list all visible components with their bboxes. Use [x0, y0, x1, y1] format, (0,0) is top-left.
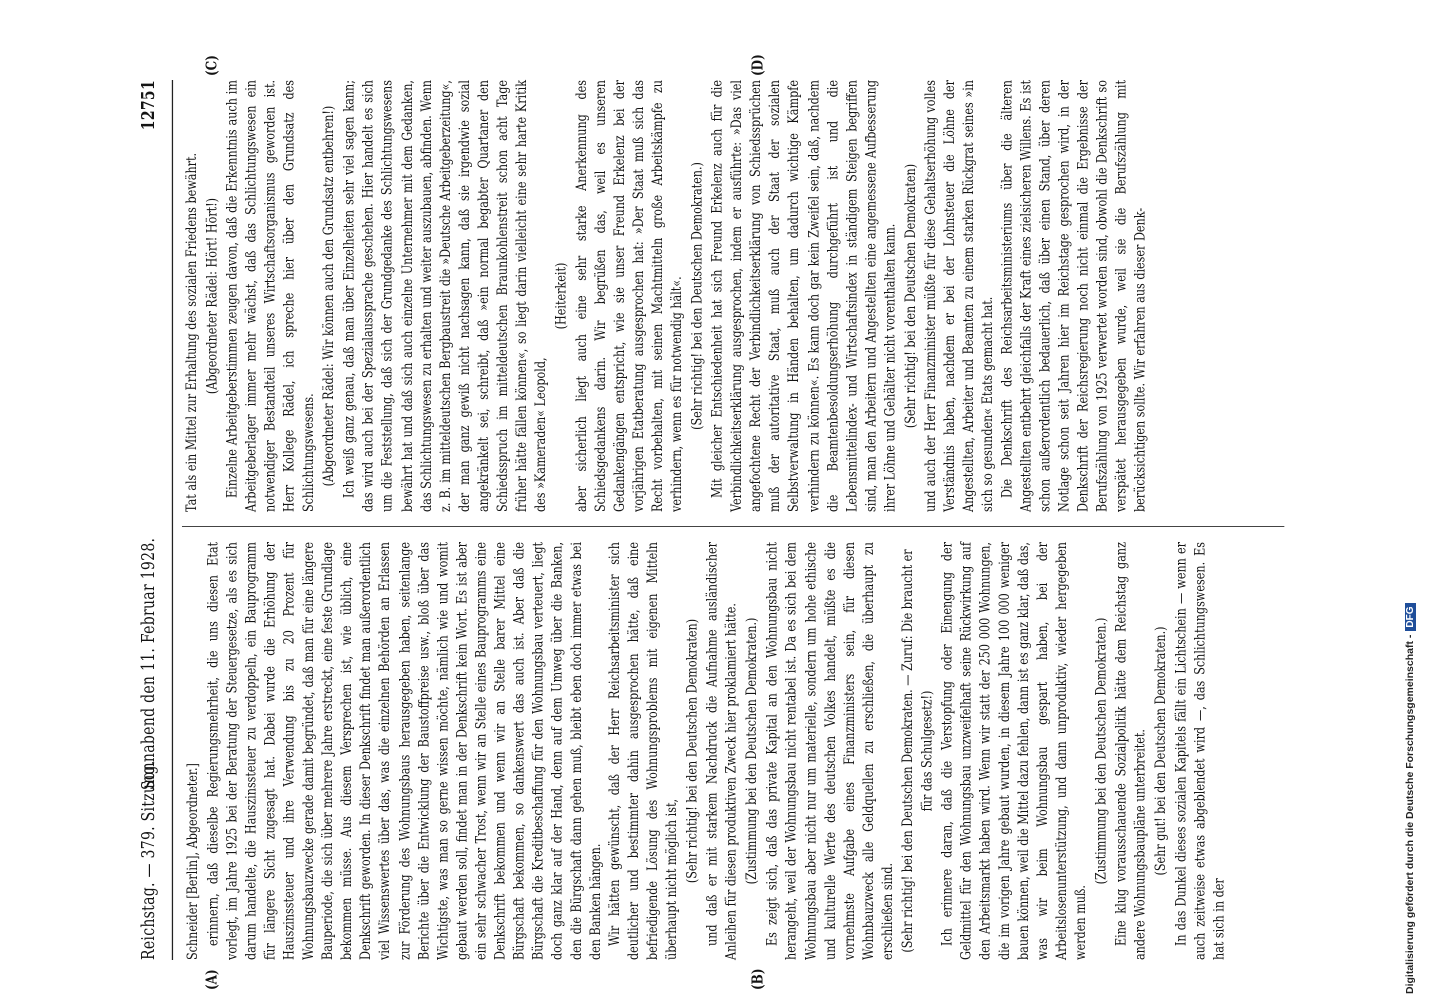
rotated-page [88, 54, 1358, 990]
interjection: (Heiterkeit) [552, 262, 570, 330]
interjection: (Zustimmung bei den Deutschen Demokraten.) [743, 617, 761, 885]
interjection: (Sehr richtig! bei den Deutschen Demokraten. — Zuruf: Die braucht er für das Schulgesetz!) [899, 549, 935, 953]
header-rule [172, 80, 173, 960]
margin-marker-a: (A) [202, 969, 221, 990]
paragraph: Eine klug vorausschauende Sozialpolitik hätte dem Reichstag ganz andere Wohnungsbaupläne unterbreitet. [1113, 542, 1149, 960]
column-right [182, 80, 1150, 512]
paragraph: und auch der Herr Finanzminister müßte für diese Gehaltserhöhung volles Verständnis haben, nachdem er bei der Lohnsteuer die Löhne der Angestellten, Arbeiter und Beamten zu einem starken Rückgrat seines »in sich so gesunden« Etats gemacht hat. [922, 80, 996, 512]
header-date: Sonnabend den 11. Februar 1928. [138, 537, 160, 790]
interjection: (Sehr richtig! bei den Deutschen Demokraten) [683, 618, 701, 884]
interjection: (Sehr richtig! bei den Deutschen Demokraten) [901, 163, 919, 429]
column-divider [182, 526, 1284, 527]
header-left: Reichstag. — 379. Sitzung. [138, 760, 160, 960]
interjection: (Abgeordneter Rädel: Hört! Hört!) [203, 197, 221, 395]
interjection: (Sehr gut! bei den Deutschen Demokraten.) [1152, 626, 1170, 876]
page-number: 12751 [138, 80, 160, 131]
page-header [139, 80, 172, 960]
digitization-credit [1404, 604, 1416, 995]
margin-marker-b: (B) [748, 968, 767, 990]
paragraph: Wir hätten gewünscht, daß der Herr Reichsarbeitsminister sich deutlicher und bestimmter dahin ausgesprochen hätte, daß eine befriedigende Lösung des Wohnungsproblems mit eigenen Mitteln überhaupt nicht möglich ist, [606, 542, 681, 960]
interjection: (Sehr richtig! bei den Deutschen Demokraten.) [688, 162, 706, 430]
interjection: (Abgeordneter Rädel: Wir können auch den Grundsatz entbehren!) [320, 105, 338, 487]
paragraph: Einzelne Arbeitgeberstimmen zeugen davon, daß die Erkenntnis auch im Arbeitgeberlager immer mehr wächst, daß das Schlichtungswesen ein notwendiger Bestandteil unseres Wirtschaftsorganismus geworden ist. Herr Kollege Rädel, ich spreche hier über den Grundsatz des Schlichtungswesens. [224, 80, 317, 512]
page-sheet [88, 54, 1358, 990]
margin-marker-c: (C) [202, 55, 221, 76]
margin-marker-d: (D) [748, 54, 767, 76]
paragraph: Mit gleicher Entschiedenheit hat sich Freund Erkelenz auch für die Verbindlichkeitserklärung ausgesprochen, indem er ausführte: »Das viel angefochtene Recht der Verbindlichkeitserklärung von Schiedssprüchen muß der autoritative Staat, muß auch der Staat der sozialen Selbstverwaltung in Händen behalten, um dadurch wichtige Kämpfe verhindern zu können«. Es kann doch gar kein Zweifel sein, daß, nachdem die Beamtenbesoldungserhöhung durchgeführt ist und die Lebensmittelindex- und Wirtschaftsindex in ständigem Steigen begriffen sind, man den Arbeitern und Angestellten eine angemessene Aufbesserung ihrer Löhne und Gehälter nicht vorenthalten kann. [709, 80, 898, 512]
dfg-logo: DFG [1405, 604, 1416, 631]
interjection: (Zustimmung bei den Deutschen Demokraten.) [1092, 617, 1110, 885]
paragraph: aber sicherlich liegt auch eine sehr starke Anerkennung des Schiedsgedankens darin. Wir begrüßen das, weil es unseren Gedankengängen entspricht, wie sie unser Freund Erkelenz bei der vorjährigen Etatberatung ausgesprochen hat: »Der Staat muß sich das Recht vorbehalten, mit seinen Machtmitteln große Arbeitskämpfe zu verhindern, wenn es für notwendig hält«. [573, 80, 686, 512]
paragraph: Ich weiß ganz genau, daß man über Einzelheiten sehr viel sagen kann; das wird auch bei der Spezialaussprache geschehen. Hier handelt es sich um die Feststellung, daß sich der Grundgedanke des Schlichtungswesens bewährt hat und daß sich auch einzelne Unternehmer mit dem Gedanken, das Schlichtungswesen zu erhalten und weiter auszubauen, abfinden. Wenn z. B. im mitteldeutschen Bergbaustreit die »Deutsche Arbeitgeberzeitung«, der man ganz gewiß nicht nachsagen kann, daß sie irgendwie sozial angekränkelt sei, schreibt, daß »ein normal begabter Quartaner den Schiedsspruch im mitteldeutschen Braunkohlenstreit schon acht Tage früher hätte fällen können«, so liegt darin vielleicht eine sehr harte Kritik des »Kameraden« Leopold, [341, 80, 549, 512]
paragraph: Ich erinnere daran, daß die Verstopfung oder Einengung der Geldmittel für den Wohnungsbau unzweifelhaft seine Rückwirkung auf den Arbeitsmarkt haben wird. Wenn wir statt der 250 000 Wohnungen, die im vorigen Jahre gebaut wurden, in diesem Jahre 100 000 weniger bauen können, weil die Mittel dazu fehlen, dann ist es ganz klar, daß das, was wir beim Wohnungsbau gespart haben, bei der Arbeitslosenunterstützung, und dann unproduktiv, wieder hergegeben werden muß. [938, 542, 1089, 960]
column-left [182, 542, 1229, 960]
paragraph: erinnern, daß dieselbe Regierungsmehrheit, die uns diesen Etat vorlegt, im Jahre 1925 bei der Beratung der Steuergesetze, als es sich darum handelte, die Hauszinssteuer zu verdoppeln, ein Bauprogramm für längere Sicht zugesagt hat. Dabei wurde die Erhöhung der Hauszinssteuer und ihre Verwendung bis zu 20 Prozent für Wohnungsbauzwecke gerade damit begründet, daß man für eine längere Bauperiode, die sich über mehrere Jahre erstreckt, eine feste Grundlage bekommen müsse. Aus diesem Versprechen ist, wie üblich, eine Denkschrift geworden. In dieser Denkschrift findet man außerordentlich viel Wissenswertes über das, was die einzelnen Behörden an Erlassen zur Förderung des Wohnungsbaus herausgegeben haben, seitenlange Berichte über die Entwicklung der Baustoffpreise usw., bloß über das Wichtigste, was man so gerne wissen möchte, nämlich wie und womit gebaut werden soll, findet man in der Denkschrift kein Wort. Es ist aber ein sehr schwacher Trost, wenn wir an Stelle eines Bauprogramms eine Denkschrift bekommen und wenn wir an Stelle barer Mittel eine Bürgschaft bekommen, so dankenswert das auch ist. Aber daß die Bürgschaft die Kreditbeschaffung für den Wohnungsbau verteuert, liegt doch ganz klar auf der Hand, denn auf dem Umweg über die Banken, den die Bürgschaft dann gehen muß, bleibt eben doch immer etwas bei den Banken hängen. [204, 542, 604, 960]
credit-text: Digitalisierung gefördert durch die Deutsche Forschungsgemeinschaft - [1404, 634, 1416, 994]
paragraph: Die Denkschrift des Reichsarbeitsministeriums über die älteren Angestellten entbehrt gleichfalls der Kraft eines zielsicheren Willens. Es ist schon außerordentlich bedauerlich, daß über einen Stand, über deren Notlage schon seit Jahren hier im Reichstage gesprochen wird, in der Denkschrift der Reichsregierung noch nicht einmal die Ergebnisse der Berufszählung von 1925 verwertet worden sind, obwohl die Denkschrift so verspätet herausgegeben wurde, weil sie die Berufszählung mit berücksichtigen sollte. Wir erfahren aus dieser Denk- [998, 80, 1149, 512]
paragraph: Es zeigt sich, daß das private Kapital an den Wohnungsbau nicht herangeht, weil der Wohnungsbau nicht rentabel ist. Da es sich bei dem Wohnungsbau aber nicht nur um materielle, sondern um hohe ethische und kulturelle Werte des deutschen Volkes handelt, müßte es die vornehmste Aufgabe eines Finanzministers sein, für diesen Wohnbauzweck alle Geldquellen zu erschließen, die überhaupt zu erschließen sind. [764, 542, 896, 960]
paragraph: In das Dunkel dieses sozialen Kapitels fällt ein Lichtschein — wenn er auch zeitweise etwas abgeblendet wird —, das Schlichtungswesen. Es hat sich in der [1173, 542, 1228, 960]
speaker-line: Schneider [Berlin], Abgeordneter.] [184, 763, 202, 960]
paragraph: und daß er mit starkem Nachdruck die Aufnahme ausländischer Anleihen für diesen produktiven Zweck hier proklamiert hätte. [704, 542, 740, 960]
paragraph: Tat als ein Mittel zur Erhaltung des sozialen Friedens bewährt. [183, 152, 200, 512]
